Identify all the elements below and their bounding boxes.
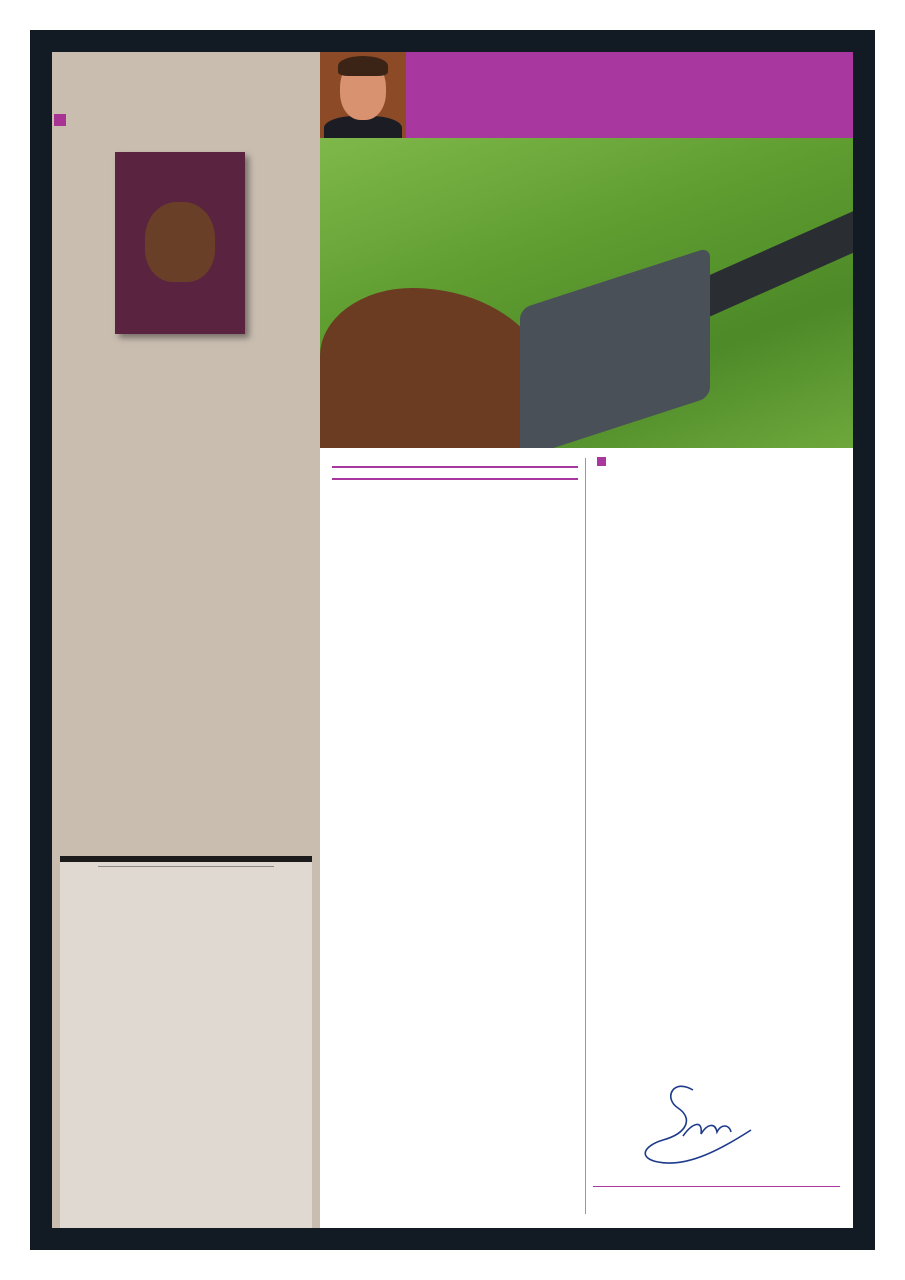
staff-list bbox=[62, 346, 310, 354]
article-body bbox=[320, 448, 853, 1228]
editor-photo bbox=[320, 52, 406, 138]
end-mark-icon bbox=[597, 457, 606, 466]
column-divider bbox=[585, 458, 586, 1214]
signature-icon bbox=[633, 1078, 763, 1168]
pull-quote bbox=[332, 466, 578, 480]
cover-photo bbox=[145, 202, 215, 282]
magazine-cover bbox=[115, 152, 245, 334]
soil bbox=[320, 288, 550, 448]
closing-paragraph bbox=[593, 456, 841, 471]
section-header bbox=[406, 52, 853, 138]
page-footer bbox=[52, 1232, 72, 1244]
column-2 bbox=[593, 456, 841, 477]
photo-credit bbox=[852, 138, 866, 338]
hero-image bbox=[320, 138, 853, 448]
spade-blade bbox=[520, 247, 710, 448]
column-1 bbox=[332, 456, 578, 490]
sorted-logo bbox=[52, 62, 66, 138]
contact-box bbox=[60, 862, 312, 1228]
